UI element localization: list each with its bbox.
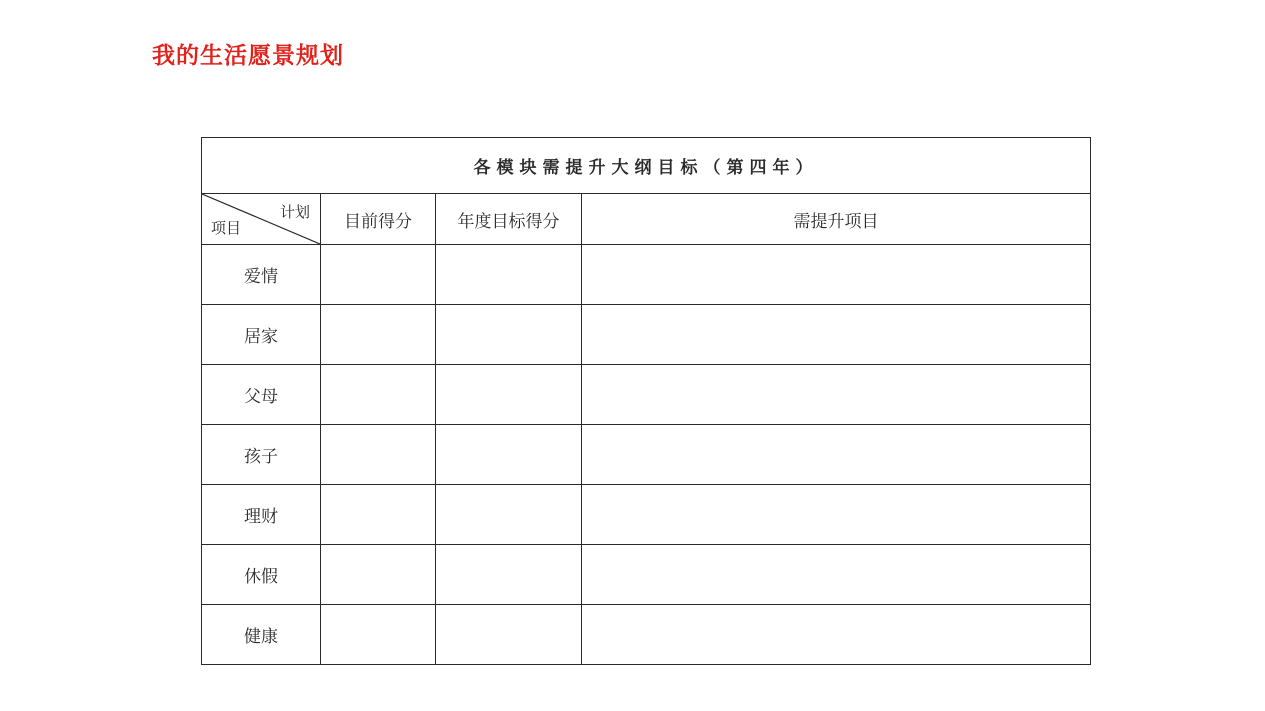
corner-plan-label: 计划 [279,203,310,221]
table-row [202,365,1091,425]
current-score-cell[interactable] [321,245,436,305]
current-score-cell[interactable] [321,425,436,485]
column-header-improvement: 需提升项目 [582,194,1091,245]
caption-row [202,138,1091,194]
target-score-cell[interactable] [436,485,582,545]
current-score-cell[interactable] [321,545,436,605]
improvement-cell[interactable] [582,545,1091,605]
plan-table [201,137,1091,665]
row-label: 父母 [202,365,321,425]
improvement-cell[interactable] [582,425,1091,485]
corner-item-label: 项目 [211,219,242,237]
row-label: 爱情 [202,245,321,305]
table-caption: 各模块需提升大纲目标（第四年） [202,138,1091,194]
row-label: 健康 [202,605,321,665]
page-title: 我的生活愿景规划 [152,43,344,69]
improvement-cell[interactable] [582,365,1091,425]
row-label: 休假 [202,545,321,605]
row-label: 理财 [202,485,321,545]
table-row [202,545,1091,605]
target-score-cell[interactable] [436,545,582,605]
target-score-cell[interactable] [436,305,582,365]
target-score-cell[interactable] [436,605,582,665]
current-score-cell[interactable] [321,485,436,545]
current-score-cell[interactable] [321,605,436,665]
table-row [202,425,1091,485]
improvement-cell[interactable] [582,245,1091,305]
current-score-cell[interactable] [321,305,436,365]
column-header-target-score: 年度目标得分 [436,194,582,245]
row-label: 居家 [202,305,321,365]
row-label: 孩子 [202,425,321,485]
table-row [202,305,1091,365]
improvement-cell[interactable] [582,605,1091,665]
table-row [202,605,1091,665]
header-row [202,194,1091,245]
table-row [202,245,1091,305]
column-header-current-score: 目前得分 [321,194,436,245]
target-score-cell[interactable] [436,365,582,425]
table-row [202,485,1091,545]
corner-header-cell [202,194,321,245]
target-score-cell[interactable] [436,425,582,485]
improvement-cell[interactable] [582,305,1091,365]
current-score-cell[interactable] [321,365,436,425]
target-score-cell[interactable] [436,245,582,305]
improvement-cell[interactable] [582,485,1091,545]
